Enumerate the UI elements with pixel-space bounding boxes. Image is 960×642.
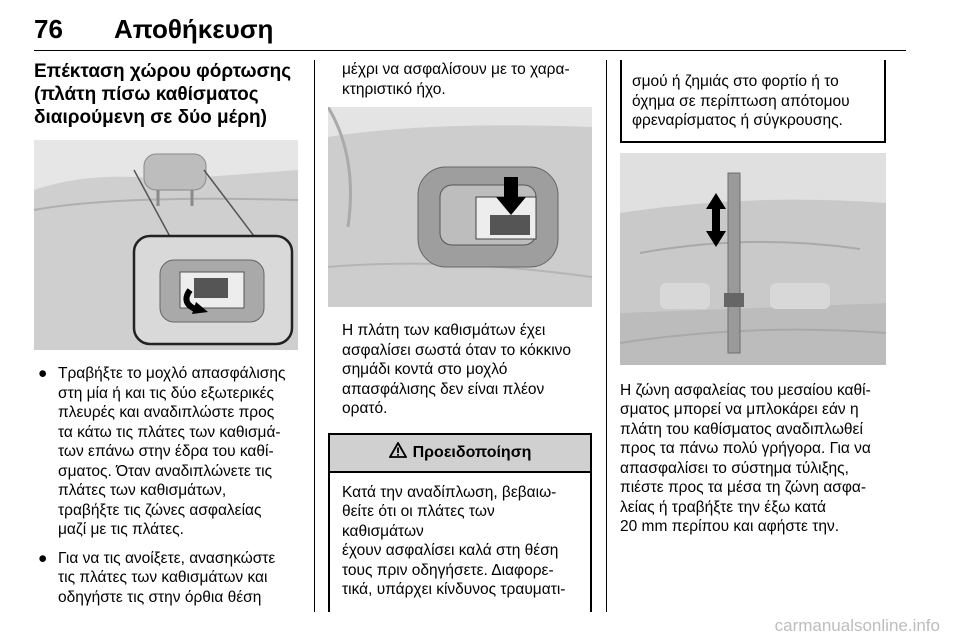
text-line: προς τα πάνω πολύ γρήγορα. Για να bbox=[620, 440, 871, 457]
text-line: Τραβήξτε το μοχλό απασφάλισης bbox=[58, 365, 286, 382]
seat-lock-indicator-illustration bbox=[328, 107, 592, 307]
section-title bbox=[34, 60, 300, 129]
text-line: ασφαλίσει σωστά όταν το κόκκινο bbox=[342, 341, 572, 359]
text-line: τικά, υπάρχει κίνδυνος τραυματι- bbox=[342, 581, 566, 598]
right-column bbox=[620, 60, 886, 537]
text-line: πλάτη του καθίσματος αναδιπλωθεί bbox=[620, 420, 863, 438]
page-number: 76 bbox=[34, 14, 63, 44]
section-title-line: Επέκταση χώρου φόρτωσης bbox=[34, 61, 292, 82]
text-line: ορατό. bbox=[342, 400, 388, 417]
lock-status-paragraph bbox=[328, 321, 592, 419]
text-line: λείας ή τραβήξτε την έξω κατά bbox=[620, 498, 826, 516]
text-line: σματος. Όταν αναδιπλώνετε τις bbox=[58, 462, 273, 480]
seatbelt-paragraph bbox=[620, 381, 886, 537]
bullet-icon: ● bbox=[38, 365, 48, 382]
warning-continued-text bbox=[632, 72, 874, 131]
left-column bbox=[34, 60, 300, 616]
warning-body bbox=[330, 473, 590, 612]
text-line: μαζί με τις πλάτες. bbox=[58, 521, 184, 538]
text-line: τις πλάτες των καθισμάτων και bbox=[58, 569, 268, 586]
text-line: θείτε ότι οι πλάτες των καθισμάτων bbox=[342, 503, 495, 540]
text-line: οδηγήστε τις στην όρθια θέση bbox=[58, 588, 262, 606]
text-line: τους πριν οδηγήσετε. Διαφορε- bbox=[342, 561, 554, 579]
text-line: φρεναρίσματος ή σύγκρουσης. bbox=[632, 112, 843, 129]
center-seatbelt-illustration bbox=[620, 153, 886, 365]
chapter-title: Αποθήκευση bbox=[114, 14, 274, 44]
text-line: όχημα σε περίπτωση απότομου bbox=[632, 92, 850, 110]
text-line: των επάνω στην έδρα του καθί- bbox=[58, 443, 274, 460]
warning-title: Προειδοποίηση bbox=[412, 443, 532, 461]
warning-header bbox=[330, 435, 590, 473]
column-divider-left bbox=[314, 60, 315, 612]
list-item bbox=[34, 364, 300, 540]
warning-triangle-icon bbox=[389, 442, 407, 463]
text-line: Κατά την αναδίπλωση, βεβαιω- bbox=[342, 483, 557, 501]
header-rule bbox=[34, 50, 906, 51]
text-line: Για να τις ανοίξετε, ανασηκώστε bbox=[58, 549, 276, 567]
text-line: Η ζώνη ασφαλείας του μεσαίου καθί- bbox=[620, 381, 871, 399]
text-line: πιέστε προς τα μέσα τη ζώνη ασφα- bbox=[620, 479, 867, 496]
text-line: σημάδι κοντά στο μοχλό bbox=[342, 361, 508, 378]
text-line: τραβήξτε τις ζώνες ασφαλείας bbox=[58, 501, 262, 519]
text-line: Η πλάτη των καθισμάτων έχει bbox=[342, 322, 546, 339]
text-line: μέχρι να ασφαλίσουν με το χαρα- bbox=[342, 61, 570, 78]
text-line: σματος μπορεί να μπλοκάρει εάν η bbox=[620, 401, 859, 418]
text-line: πλευρές και αναδιπλώστε προς bbox=[58, 404, 275, 421]
text-line: 20 mm περίπου και αφήστε την. bbox=[620, 518, 840, 535]
text-line: πλάτες των καθισμάτων, bbox=[58, 482, 227, 499]
section-title-line: διαιρούμενη σε δύο μέρη) bbox=[34, 107, 267, 128]
section-title-line: (πλάτη πίσω καθίσματος bbox=[34, 84, 259, 105]
warning-box-continued bbox=[620, 60, 886, 143]
text-line: κτηριστικό ήχο. bbox=[342, 80, 446, 98]
intro-paragraph bbox=[328, 60, 592, 99]
text-line: απασφαλίσει το σύστημα τύλιξης, bbox=[620, 459, 849, 477]
text-line: απασφάλισης δεν είναι πλέον bbox=[342, 380, 545, 398]
warning-box bbox=[328, 433, 592, 612]
page-header bbox=[34, 12, 906, 52]
list-item bbox=[34, 549, 300, 608]
column-divider-right bbox=[606, 60, 607, 612]
bullet-icon: ● bbox=[38, 549, 48, 567]
text-line: τα κάτω τις πλάτες των καθισμά- bbox=[58, 423, 281, 441]
text-line: σμού ή ζημιάς στο φορτίο ή το bbox=[632, 73, 839, 90]
text-line: στη μία ή και τις δύο εξωτερικές bbox=[58, 384, 274, 402]
middle-column bbox=[328, 60, 592, 612]
instruction-list bbox=[34, 364, 300, 607]
text-line: έχουν ασφαλίσει καλά στη θέση bbox=[342, 542, 559, 559]
seat-release-lever-illustration bbox=[34, 140, 298, 350]
watermark: carmanualsonline.info bbox=[774, 616, 940, 635]
